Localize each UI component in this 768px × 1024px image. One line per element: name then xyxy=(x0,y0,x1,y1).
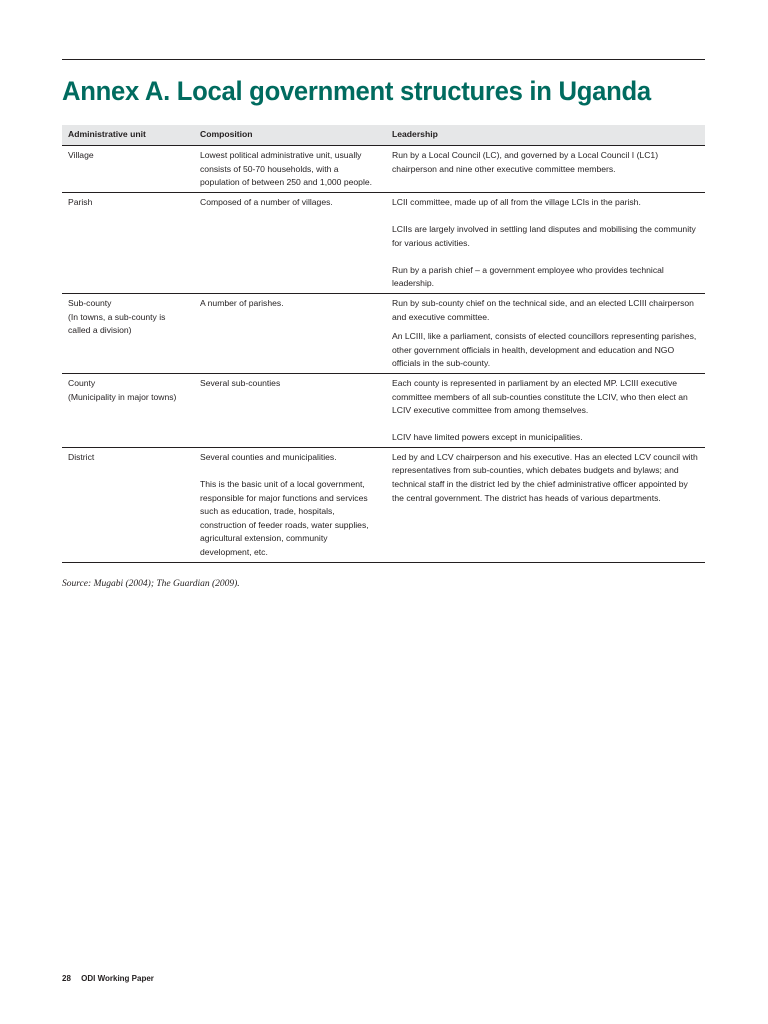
header-leadership: Leadership xyxy=(385,125,705,146)
leadership-text: LCIV have limited powers except in municipalities. xyxy=(392,432,583,443)
unit-name: Village xyxy=(68,150,94,160)
local-government-table xyxy=(62,125,705,563)
cell-composition xyxy=(194,293,385,373)
cell-unit xyxy=(62,447,194,562)
composition-text: Composed of a number of villages. xyxy=(200,196,333,207)
publication-name: ODI Working Paper xyxy=(81,974,154,983)
table-row xyxy=(62,373,705,447)
composition-text: Several sub-counties xyxy=(200,377,281,388)
composition-text: Several counties and municipalities. xyxy=(200,451,337,462)
page-number: 28 xyxy=(62,974,71,983)
cell-composition xyxy=(194,146,385,193)
page-footer xyxy=(62,974,154,983)
cell-composition xyxy=(194,447,385,562)
unit-name: County xyxy=(68,377,96,388)
leadership-text: LCIIs are largely involved in settling land disputes and mobilising the community for various activities. xyxy=(392,223,696,248)
table-row xyxy=(62,146,705,193)
cell-composition xyxy=(194,192,385,293)
table-row xyxy=(62,447,705,562)
composition-text: A number of parishes. xyxy=(200,297,284,308)
leadership-text: Run by a Local Council (LC), and governed by a Local Council I (LC1) chairperson and nine other executive committee members. xyxy=(392,150,659,174)
composition-text: Lowest political administrative unit, usually consists of 50-70 households, with a population of between 250 and 1,000 people. xyxy=(200,150,373,188)
unit-name: Parish xyxy=(68,196,93,207)
table-header-row xyxy=(62,125,705,146)
unit-note: (Municipality in major towns) xyxy=(68,391,177,402)
cell-leadership xyxy=(385,146,705,193)
top-rule xyxy=(62,59,705,60)
page-title: Annex A. Local government structures in Uganda xyxy=(62,76,651,106)
composition-text: This is the basic unit of a local government, responsible for major functions and services such as education, trade, hospitals, construction of feeder roads, water supplies, agricultural extension, community development, etc. xyxy=(200,479,369,558)
cell-composition xyxy=(194,373,385,447)
header-administrative-unit: Administrative unit xyxy=(62,125,194,146)
source-note: Source: Mugabi (2004); The Guardian (2009). xyxy=(62,579,240,589)
cell-unit xyxy=(62,192,194,293)
leadership-text: An LCIII, like a parliament, consists of elected councillors representing parishes, other government officials in health, development and education and NGO officials in the sub-county. xyxy=(392,331,697,369)
leadership-text: Each county is represented in parliament by an elected MP. LCIII executive committee members of all sub-counties constitute the LCIV, who then elect an LCIV executive committee from among themselves. xyxy=(392,377,688,416)
leadership-text: Run by a parish chief – a government employee who provides technical leadership. xyxy=(392,264,664,289)
unit-note: (In towns, a sub-county is called a division) xyxy=(68,311,166,336)
leadership-text: Led by and LCV chairperson and his executive. Has an elected LCV council with representatives from sub-counties, which debates budgets and bylaws; and technical staff in the district led by the chief administrative officer appointed by the central government. The district has heads of various departments. xyxy=(392,451,698,503)
cell-unit xyxy=(62,146,194,193)
cell-leadership xyxy=(385,293,705,373)
cell-unit xyxy=(62,293,194,373)
cell-leadership xyxy=(385,447,705,562)
table-row xyxy=(62,293,705,373)
cell-leadership xyxy=(385,192,705,293)
cell-leadership xyxy=(385,373,705,447)
header-composition: Composition xyxy=(194,125,385,146)
table-row xyxy=(62,192,705,293)
leadership-text: LCII committee, made up of all from the village LCIs in the parish. xyxy=(392,196,641,207)
leadership-text: Run by sub-county chief on the technical side, and an elected LCIII chairperson and executive committee. xyxy=(392,297,694,322)
unit-name: District xyxy=(68,451,95,462)
unit-name: Sub-county xyxy=(68,297,112,308)
cell-unit xyxy=(62,373,194,447)
